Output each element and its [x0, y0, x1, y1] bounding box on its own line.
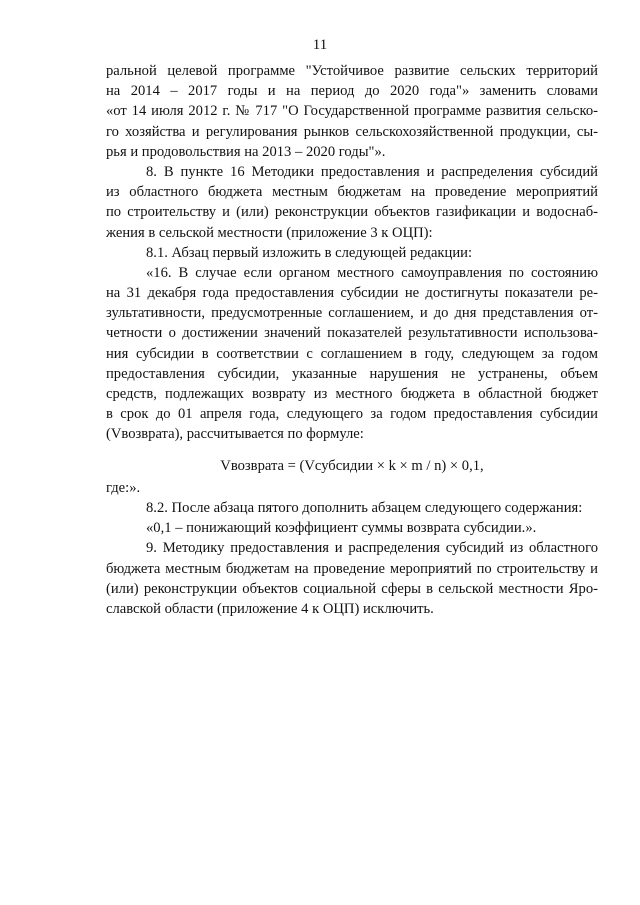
text-line: ральной целевой программе "Устойчивое развитие сельских территорий: [106, 63, 598, 79]
text-line: «0,1 – понижающий коэффициент суммы возврата субсидии.».: [146, 520, 537, 537]
text-line: жения в сельской местности (приложение 3 к ОЦП):: [106, 224, 433, 241]
text-line: (Vвозврата), рассчитывается по формуле:: [106, 426, 364, 443]
text-line: рья и продовольствия на 2013 – 2020 годы"».: [106, 143, 386, 160]
body-text-before-formula: [106, 61, 598, 445]
formula: Vвозврата = (Vсубсидии × k × m / n) × 0,1,: [220, 457, 484, 474]
text-line: славской области (приложение 4 к ОЦП) исключить.: [106, 600, 434, 617]
text-line: бюджета местным бюджетам на проведение мероприятий по строительству и: [106, 560, 598, 577]
text-line: 8.2. После абзаца пятого дополнить абзацем следующего содержания:: [146, 499, 583, 516]
body-text-after-formula: [106, 478, 598, 619]
text-line: 8.1. Абзац первый изложить в следующей редакции:: [146, 244, 473, 261]
text-line: средств, подлежащих возврату из местного бюджета в областной бюджет: [106, 386, 598, 402]
text-line: 9. Методику предоставления и распределения субсидий из областного: [146, 540, 598, 557]
document-body: [106, 61, 598, 619]
text-line: ния субсидии в соответствии с соглашением в году, следующем за годом: [106, 345, 598, 362]
text-line: 8. В пункте 16 Методики предоставления и распределения субсидий: [146, 163, 598, 180]
text-line: предоставления субсидии, указанные нарушения не устранены, объем: [106, 365, 598, 382]
text-line: по строительству и (или) реконструкции объектов газификации и водоснаб-: [106, 204, 598, 221]
page-number: 11: [312, 37, 328, 53]
text-line: в срок до 01 апреля года, следующего за годом предоставления субсидии: [106, 406, 598, 423]
text-line: «16. В случае если органом местного самоуправления по состоянию: [146, 264, 598, 281]
text-line: зультативности, предусмотренные соглашением, и до дня представления от-: [106, 305, 598, 322]
text-line: из областного бюджета местным бюджетам на проведение мероприятий: [106, 184, 598, 201]
text-line: на 31 декабря года предоставления субсидии не достигнуты показатели ре-: [106, 285, 598, 302]
text-line: четности о достижении значений показателей результативности использова-: [106, 325, 598, 342]
text-line: на 2014 – 2017 годы и на период до 2020 года"» заменить словами: [106, 83, 598, 100]
text-line: (или) реконструкции объектов социальной сферы в сельской местности Яро-: [106, 580, 598, 597]
text-line: го хозяйства и регулирования рынков сельскохозяйственной продукции, сы-: [106, 123, 598, 140]
text-line: «от 14 июля 2012 г. № 717 "О Государственной программе развития сельско-: [106, 103, 598, 120]
text-line: где:».: [106, 479, 141, 496]
